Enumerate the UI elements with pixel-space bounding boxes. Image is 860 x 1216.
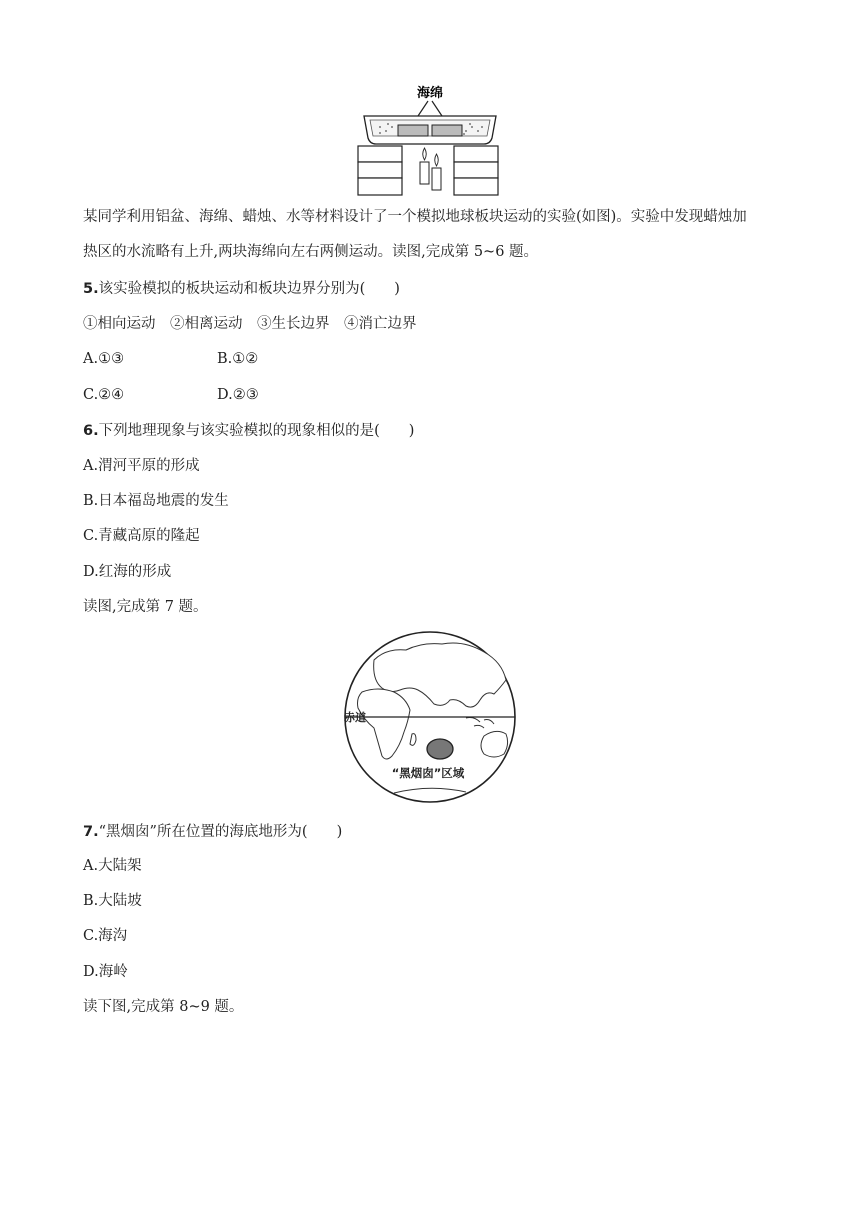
- q5-option-c: C.②④: [83, 387, 125, 403]
- read-instruction-7: 读图,完成第 7 题。: [83, 599, 208, 615]
- q6-option-b: B.日本福岛地震的发生: [83, 493, 229, 509]
- question-6: [83, 421, 414, 441]
- q7-option-c: C.海沟: [83, 928, 128, 944]
- globe-map: [334, 628, 534, 808]
- read-instruction-8-9: 读下图,完成第 8~9 题。: [83, 999, 244, 1015]
- sponge-left: [398, 125, 428, 136]
- question-5-number: 5.: [83, 281, 99, 297]
- q6-option-c: C.青藏高原的隆起: [83, 528, 200, 544]
- sponge-right: [432, 125, 462, 136]
- q5-option-a: A.①③: [83, 351, 125, 367]
- intro-line-2: 热区的水流略有上升,两块海绵向左右两侧运动。读图,完成第 5~6 题。: [83, 244, 539, 260]
- black-smoker-region: [427, 739, 453, 759]
- question-5: [83, 279, 400, 299]
- q5-option-b: B.①②: [217, 351, 259, 367]
- question-5-stem: 该实验模拟的板块运动和板块边界分别为( ): [98, 281, 400, 297]
- question-7-number: 7.: [83, 824, 99, 840]
- q7-option-b: B.大陆坡: [83, 893, 142, 909]
- question-7: [83, 822, 342, 842]
- q5-option-d: D.②③: [217, 387, 259, 403]
- q7-option-a: A.大陆架: [83, 858, 142, 874]
- intro-line-1: 某同学利用铝盆、海绵、蜡烛、水等材料设计了一个模拟地球板块运动的实验(如图)。实验中发现蜡烛加: [83, 209, 747, 225]
- australia-landmass: [481, 731, 508, 757]
- block-stack-right: [454, 146, 498, 195]
- sponge-label: 海绵: [416, 86, 444, 101]
- question-6-number: 6.: [83, 423, 99, 439]
- question-6-stem: 下列地理现象与该实验模拟的现象相似的是( ): [98, 423, 415, 439]
- black-smoker-label: “黑烟囱”区域: [391, 766, 465, 780]
- question-7-stem: “黑烟囱”所在位置的海底地形为( ): [98, 824, 343, 840]
- equator-label: 赤道: [344, 711, 366, 724]
- q7-option-d: D.海岭: [83, 964, 128, 980]
- q6-option-d: D.红海的形成: [83, 564, 172, 580]
- block-stack-left: [358, 146, 402, 195]
- candles: [420, 148, 441, 190]
- experiment-figure: [0, 0, 860, 200]
- question-5-choices: ①相向运动 ②相离运动 ③生长边界 ④消亡边界: [83, 316, 417, 332]
- q6-option-a: A.渭河平原的形成: [83, 458, 200, 474]
